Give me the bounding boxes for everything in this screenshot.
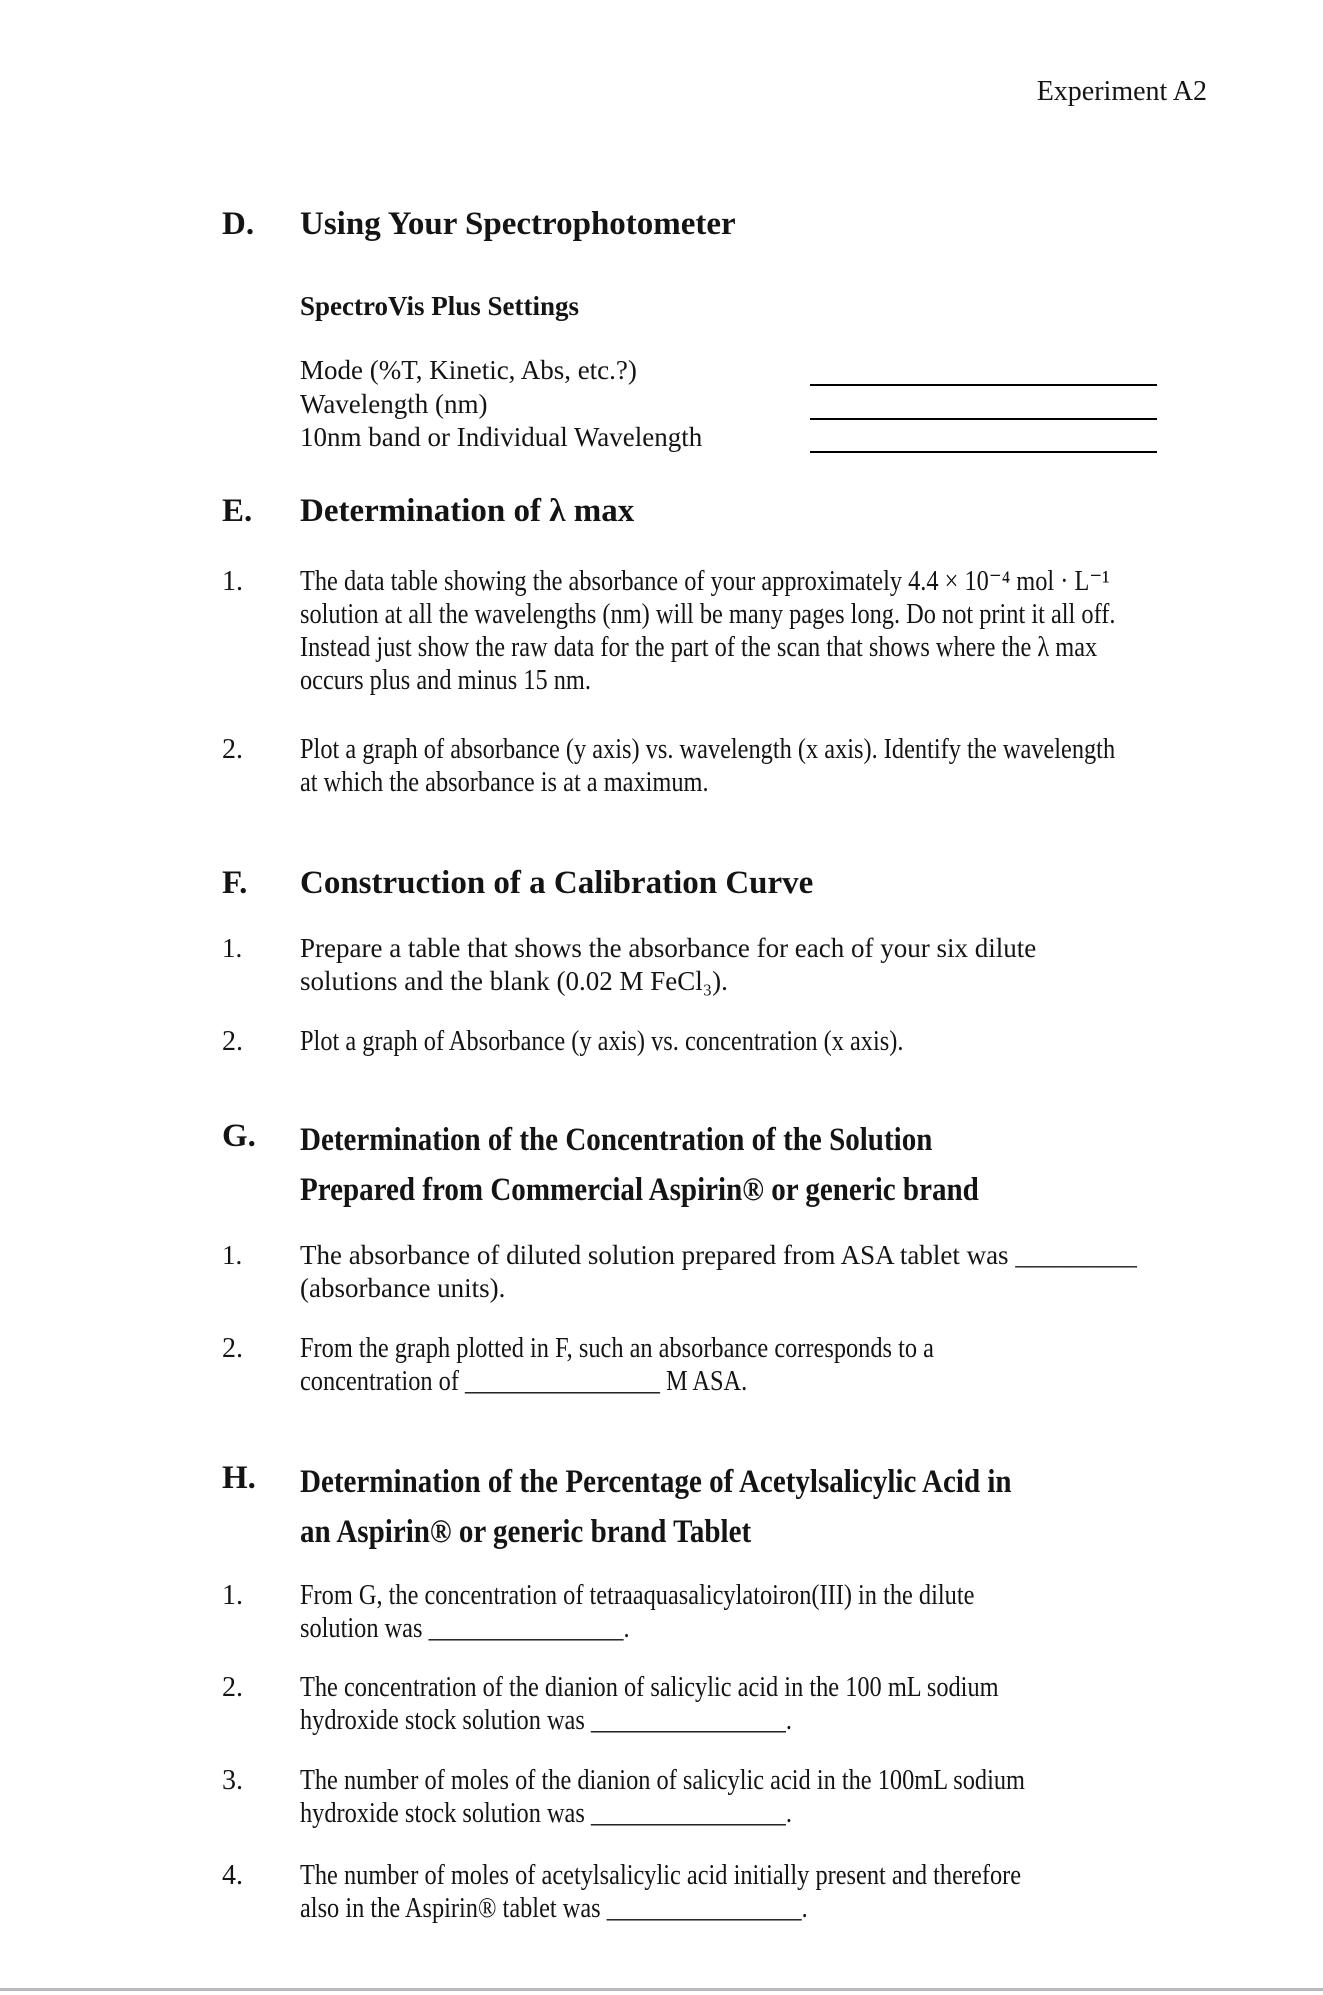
section-f-letter: F. [222, 864, 248, 901]
item-g2-text [300, 1332, 1055, 1398]
section-h-letter: H. [222, 1459, 256, 1496]
paragraph-line: occurs plus and minus 15 nm. [300, 663, 591, 696]
setting-row-wavelength [300, 388, 1205, 422]
item-h1 [222, 1579, 1205, 1645]
item-h3-number: 3. [222, 1764, 243, 1796]
section-e-heading [222, 490, 1205, 532]
setting-blank-wavelength [810, 388, 1157, 420]
paragraph-line: concentration of ________________ M ASA. [300, 1364, 748, 1397]
item-f1-text [300, 932, 1036, 998]
setting-blank-band [810, 421, 1157, 453]
paragraph-line: From G, the concentration of tetraaquasalicylatoiron(III) in the dilute [300, 1578, 975, 1611]
setting-row-mode [300, 354, 1205, 388]
item-e1-text [300, 565, 1271, 697]
item-h1-text [300, 1579, 1103, 1645]
paragraph-line: Prepare a table that shows the absorbance for each of your six dilute [300, 932, 1037, 963]
paragraph-line: The data table showing the absorbance of your approximately 4.4 × 10⁻⁴ mol · L⁻¹ [300, 564, 1110, 597]
item-h2-number: 2. [222, 1671, 243, 1703]
spectrovis-settings [300, 354, 1205, 455]
item-h1-number: 1. [222, 1579, 243, 1611]
section-title-line: an Aspirin® or generic brand Tablet [300, 1513, 752, 1550]
paragraph-line: hydroxide stock solution was ________________. [300, 1703, 792, 1736]
section-title-line: Determination of the Concentration of the Solution [300, 1121, 933, 1158]
section-h-title [300, 1457, 1109, 1557]
paragraph-line: From the graph plotted in F, such an absorbance corresponds to a [300, 1331, 934, 1364]
section-g-heading [222, 1115, 1205, 1215]
item-h3-text [300, 1764, 1163, 1830]
item-g1-text [300, 1239, 1137, 1305]
setting-label-wavelength: Wavelength (nm) [300, 388, 488, 419]
item-f2 [222, 1025, 1205, 1058]
item-e1 [222, 565, 1205, 697]
item-g2-number: 2. [222, 1332, 243, 1364]
section-e-title: Determination of λ max [300, 492, 635, 529]
item-h4 [222, 1859, 1205, 1925]
item-e1-number: 1. [222, 565, 243, 597]
item-g1-number: 1. [222, 1239, 243, 1270]
paragraph-line: at which the absorbance is at a maximum. [300, 765, 709, 798]
item-f1 [222, 932, 1205, 998]
item-h3 [222, 1764, 1205, 1830]
page-header: Experiment A2 [1036, 76, 1207, 107]
item-h2 [222, 1671, 1205, 1737]
section-d-heading [222, 203, 1205, 245]
item-f1-number: 1. [222, 932, 243, 963]
item-f2-text [300, 1025, 1018, 1058]
section-f-title: Construction of a Calibration Curve [300, 864, 814, 901]
setting-label-band: 10nm band or Individual Wavelength [300, 422, 703, 452]
item-e2-number: 2. [222, 733, 243, 765]
section-d-subtitle: SpectroVis Plus Settings [300, 291, 580, 321]
setting-row-band [300, 421, 1205, 455]
paragraph-line: Instead just show the raw data for the part of the scan that shows where the λ max [300, 630, 1098, 663]
section-h-heading [222, 1457, 1205, 1557]
section-d-title: Using Your Spectrophotometer [300, 206, 736, 242]
section-e-letter: E. [222, 492, 253, 529]
section-d-letter: D. [222, 206, 255, 242]
page-scan-edge [0, 1988, 1323, 1991]
paragraph-line: solution at all the wavelengths (nm) will be many pages long. Do not print it all off. [300, 597, 1116, 630]
item-h4-number: 4. [222, 1859, 243, 1891]
item-e2-text [300, 733, 1270, 799]
paragraph-line: solution was ________________. [300, 1611, 630, 1644]
item-e2 [222, 733, 1205, 799]
section-title-line: Prepared from Commercial Aspirin® or generic brand [300, 1171, 979, 1208]
item-h2-text [300, 1671, 1132, 1737]
paragraph-line: The concentration of the dianion of salicylic acid in the 100 mL sodium [300, 1670, 999, 1703]
paragraph-line: Plot a graph of absorbance (y axis) vs. wavelength (x axis). Identify the wavelength [300, 732, 1116, 765]
paragraph-line: solutions and the blank (0.02 M FeCl₃). [300, 965, 728, 996]
paragraph-line: Plot a graph of Absorbance (y axis) vs. concentration (x axis). [300, 1024, 904, 1057]
paragraph-line: hydroxide stock solution was ________________. [300, 1796, 792, 1829]
paragraph-line: The number of moles of the dianion of salicylic acid in the 100mL sodium [300, 1763, 1025, 1796]
section-g-letter: G. [222, 1117, 256, 1154]
section-g-title [300, 1115, 1071, 1215]
section-f-heading [222, 862, 1205, 904]
paragraph-line: The number of moles of acetylsalicylic acid initially present and therefore [300, 1858, 1022, 1891]
item-g1 [222, 1239, 1205, 1305]
item-h4-text [300, 1859, 1158, 1925]
paragraph-line: (absorbance units). [300, 1272, 506, 1303]
item-f2-number: 2. [222, 1025, 243, 1057]
setting-blank-mode [810, 354, 1157, 386]
paragraph-line: The absorbance of diluted solution prepared from ASA tablet was _________ [300, 1239, 1137, 1270]
item-g2 [222, 1332, 1205, 1398]
section-title-line: Determination of the Percentage of Acetylsalicylic Acid in [300, 1463, 1012, 1500]
setting-label-mode: Mode (%T, Kinetic, Abs, etc.?) [300, 355, 637, 385]
paragraph-line: also in the Aspirin® tablet was ________________. [300, 1891, 808, 1924]
